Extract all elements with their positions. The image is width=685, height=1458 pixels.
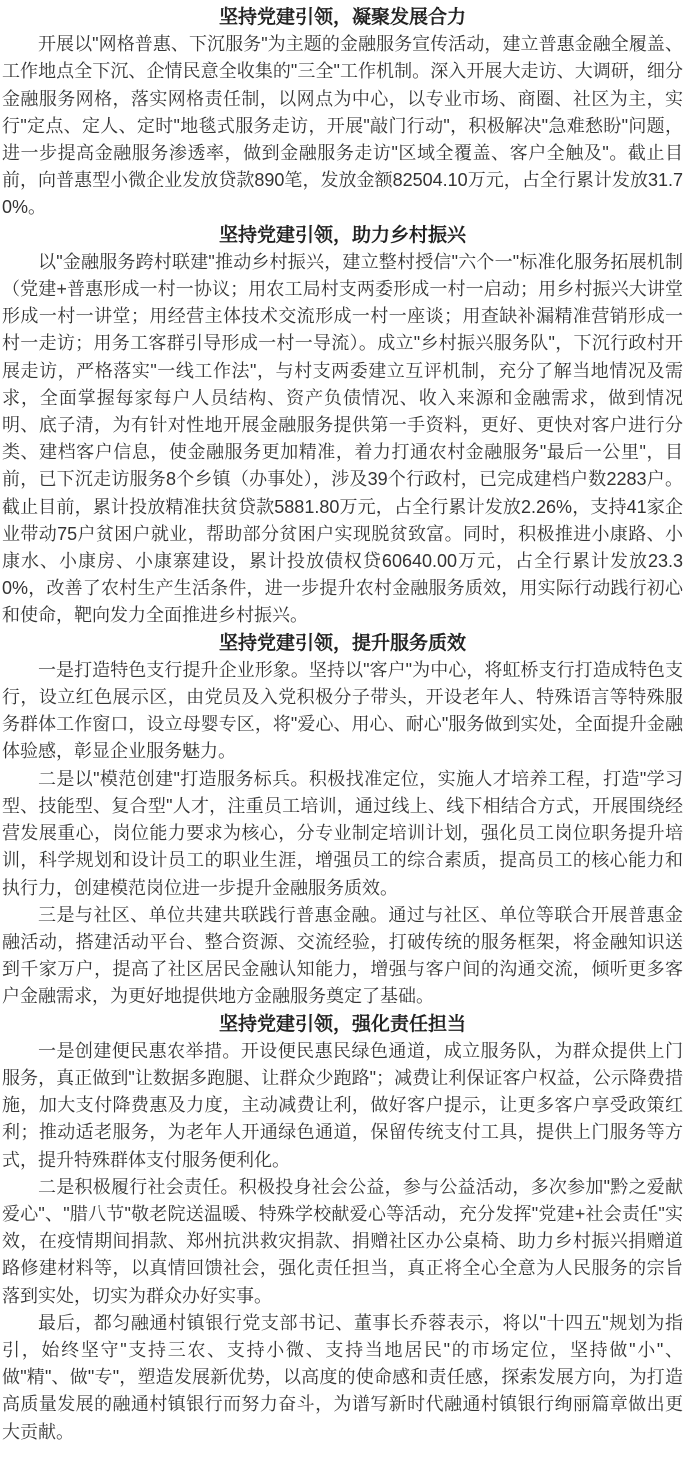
section-heading: 坚持党建引领，助力乡村振兴 bbox=[218, 224, 466, 246]
paragraph: 三是与社区、单位共建共联践行普惠金融。通过与社区、单位等联合开展普惠金融活动，搭建活动平台、整合资源、交流经验，打破传统的服务框架，将金融知识送到千家万户，提高了社区居民金融认知能力，增强与客户间的沟通交流，倾听更多客户金融需求，为更好地提供地方金融服务奠定了基础。 bbox=[2, 904, 683, 1007]
paragraph: 最后，都匀融通村镇银行党支部书记、董事长乔蓉表示，将以"十四五"规划为指引，始终坚守"支持三农、支持小微、支持当地居民"的市场定位，坚持做"小"、做"精"、做"专"，塑造发展新优势，以高度的使命感和责任感，探索发展方向，为打造高质量发展的融通村镇银行而努力奋斗，为谱写新时代融通村镇银行绚丽篇章做出更大贡献。 bbox=[2, 1312, 683, 1442]
section-heading: 坚持党建引领，提升服务质效 bbox=[218, 632, 466, 654]
paragraph: 二是以"模范创建"打造服务标兵。积极找准定位，实施人才培养工程，打造"学习型、技能型、复合型"人才，注重员工培训，通过线上、线下相结合方式，开展围绕经营发展重心，岗位能力要求为核心，分专业制定培训计划，强化员工岗位职务提升培训，科学规划和设计员工的职业生涯，增强员工的综合素质，提高员工的核心能力和执行力，创建模范岗位进一步提升金融服务质效。 bbox=[2, 768, 683, 898]
section-heading: 坚持党建引领，凝聚发展合力 bbox=[218, 7, 466, 28]
paragraph: 以"金融服务跨村联建"推动乡村振兴，建立整村授信"六个一"标准化服务拓展机制（党建+普惠形成一村一协议；用农工局村支两委形成一村一启动；用乡村振兴大讲堂形成一村一讲堂；用经营主体技术交流形成一村一座谈；用查缺补漏精准营销形成一村一走访；用务工客群引导形成一村一导流）。成立"乡村振兴服务队"，下沉行政村开展走访，严格落实"一线工作法"，与村支两委建立互评机制，充分了解当地情况及需求，全面掌握每家每户人员结构、资产负债情况、收入来源和金融需求，做到情况明、底子清，为有针对性地开展金融服务提供第一手资料，更好、更快对客户进行分类、建档客户信息，使金融服务更加精准，着力打通农村金融服务"最后一公里"，目前，已下沉走访服务8个乡镇（办事处），涉及39个行政村，已完成建档户数2283户。截止目前，累计投放精准扶贫贷款5881.80万元，占全行累计发放2.26%，支持41家企业带动75户贫困户就业，帮助部分贫困户实现脱贫致富。同时，积极推进小康路、小康水、小康房、小康寨建设，累计投放债权贷60640.00万元，占全行累计发放23.30%，改善了农村生产生活条件，进一步提升农村金融服务质效，用实际行动践行初心和使命，靶向发力全面推进乡村振兴。 bbox=[2, 251, 683, 626]
article-body bbox=[2, 4, 683, 1446]
paragraph: 一是打造特色支行提升企业形象。坚持以"客户"为中心，将虹桥支行打造成特色支行，设立红色展示区，由党员及入党积极分子带头，开设老年人、特殊语言等特殊服务群体工作窗口，设立母婴专区，将"爱心、用心、耐心"服务做到实处，全面提升金融体验感，彰显企业服务魅力。 bbox=[2, 659, 683, 762]
paragraph: 开展以"网格普惠、下沉服务"为主题的金融服务宣传活动，建立普惠金融全履盖、工作地点全下沉、企情民意全收集的"三全"工作机制。深入开展大走访、大调研，细分金融服务网格，落实网格责任制，以网点为中心，以专业市场、商圈、社区为主，实行"定点、定人、定时"地毯式服务走访，开展"敲门行动"，积极解决"急难愁盼"问题，进一步提高金融服务渗透率，做到金融服务走访"区域全覆盖、客户全触及"。截止目前，向普惠型小微企业发放贷款890笔，发放金额82504.10万元，占全行累计发放31.70%。 bbox=[2, 34, 683, 218]
section-heading: 坚持党建引领，强化责任担当 bbox=[218, 1013, 466, 1035]
paragraph: 一是创建便民惠农举措。开设便民惠民绿色通道，成立服务队，为群众提供上门服务，真正做到"让数据多跑腿、让群众少跑路"；减费让利保证客户权益，公示降费措施，加大支付降费惠及力度，主动减费让利，做好客户提示，让更多客户享受政策红利；推动适老服务，为老年人开通绿色通道，保留传统支付工具，提供上门服务等方式，提升特殊群体支付服务便利化。 bbox=[2, 1040, 683, 1170]
paragraph: 二是积极履行社会责任。积极投身社会公益，参与公益活动，多次参加"黔之爱献爱心"、"腊八节"敬老院送温暖、特殊学校献爱心等活动，充分发挥"党建+社会责任"实效，在疫情期间捐款、郑州抗洪救灾捐款、捐赠社区办公桌椅、助力乡村振兴捐赠道路修建材料等，以真情回馈社会，强化责任担当，真正将全心全意为人民服务的宗旨落到实处，切实为群众办好实事。 bbox=[2, 1176, 683, 1306]
